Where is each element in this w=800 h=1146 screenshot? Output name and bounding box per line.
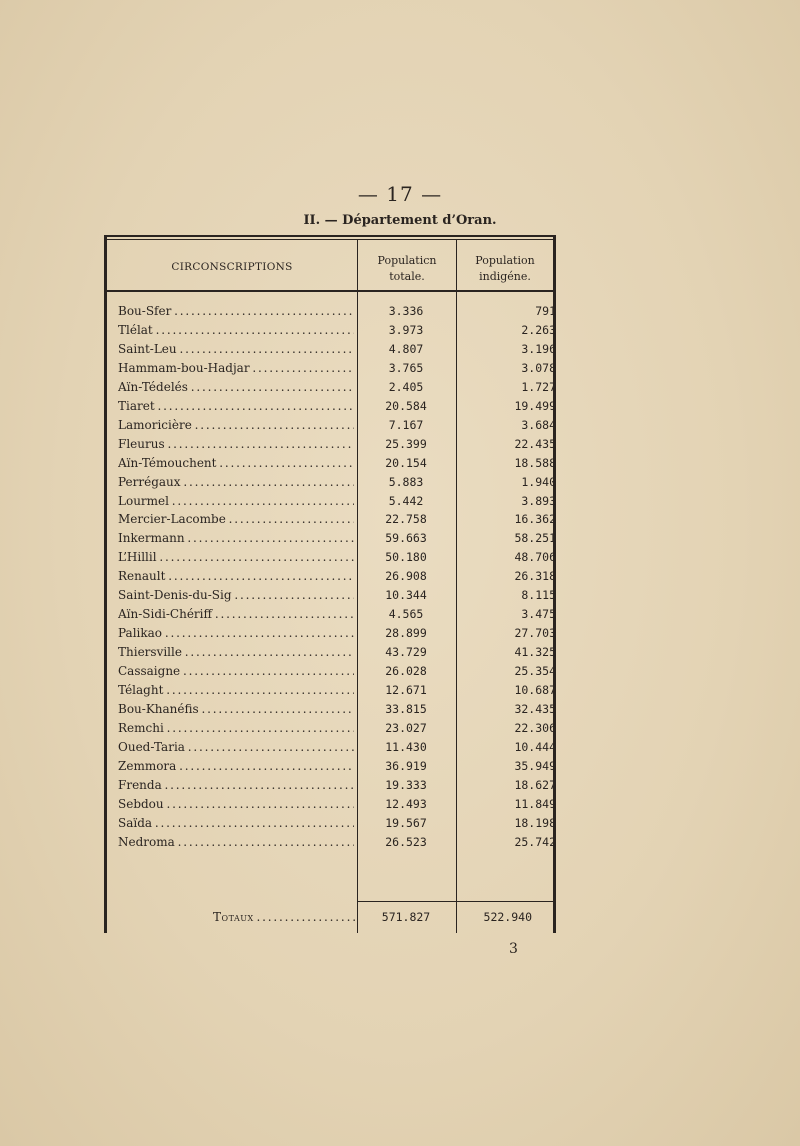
population-totale-value: 3.973 [388, 322, 424, 337]
population-indigene-value: 26.318 [514, 569, 556, 584]
population-indigene-value: 19.499 [514, 398, 556, 413]
population-totale-value: 22.758 [385, 512, 427, 527]
circonscription-name: Sebdou . . . [118, 795, 354, 814]
population-indigene-value: 10.444 [514, 739, 556, 754]
table-row [118, 700, 558, 719]
circonscription-name: Bou-Khanéfis . . . [118, 700, 354, 719]
population-totale-value: 25.399 [385, 436, 427, 451]
header-population-indigene [457, 253, 553, 285]
population-indigene-value: 18.588 [514, 455, 556, 470]
table-row [118, 302, 558, 321]
header-population-totale [358, 253, 456, 285]
population-indigene-value: 58.251 [514, 531, 556, 546]
population-indigene-value: 1.940 [521, 474, 556, 489]
table-row [118, 605, 558, 624]
circonscription-name: Aïn-Sidi-Chériff . . . [118, 605, 354, 624]
table-row [118, 681, 558, 700]
population-indigene-value: 48.706 [514, 550, 556, 565]
circonscription-name: Nedroma . . . [118, 833, 354, 852]
table-row [118, 359, 558, 378]
table-row [118, 833, 558, 852]
circonscription-name: Saint-Denis-du-Sig . . . [118, 586, 354, 605]
population-indigene-value: 18.198 [514, 815, 556, 830]
population-totale-value: 20.584 [385, 398, 427, 413]
table-row [118, 738, 558, 757]
table-row [118, 662, 558, 681]
table-left-border [104, 235, 107, 933]
header-population-indigene-line1: Population [475, 254, 535, 267]
circonscription-name: Lamoricière . . . [118, 416, 354, 435]
population-indigene-value: 3.475 [521, 607, 556, 622]
population-totale-value: 3.765 [388, 360, 424, 375]
population-indigene-value: 791 [535, 304, 556, 318]
totals-population-indigene: 522.940 [483, 910, 532, 924]
population-indigene-value: 3.078 [521, 360, 556, 375]
circonscription-name: Hammam-bou-Hadjar . . . [118, 359, 354, 378]
circonscription-name: Saïda . . . [118, 814, 354, 833]
header-population-totale-line2: totale. [389, 270, 425, 283]
circonscription-name: Aïn-Témouchent . . . [118, 454, 354, 473]
population-totale-value: 26.028 [385, 664, 427, 679]
population-totale-value: 50.180 [385, 550, 427, 565]
circonscription-name: Tlélat . . . [118, 321, 354, 340]
population-indigene-value: 35.949 [514, 758, 556, 773]
circonscription-name: Cassaigne . . . [118, 662, 354, 681]
population-indigene-value: 11.849 [514, 796, 556, 811]
population-totale-value: 10.344 [385, 588, 427, 603]
population-totale-value: 36.919 [385, 758, 427, 773]
table-row [118, 340, 558, 359]
table-row [118, 624, 558, 643]
circonscription-name: Perrégaux . . . [118, 473, 354, 492]
population-totale-value: 5.883 [388, 474, 424, 489]
table-row [118, 378, 558, 397]
table-row [118, 397, 558, 416]
population-totale-value: 12.671 [385, 683, 427, 697]
table-row [118, 416, 558, 435]
population-indigene-value: 3.893 [521, 493, 556, 508]
table-row [118, 473, 558, 492]
totals-population-totale: 571.827 [381, 910, 431, 924]
table-row [118, 757, 558, 776]
table-row [118, 454, 558, 473]
population-indigene-value: 25.354 [514, 664, 556, 679]
population-totale-value: 23.027 [385, 720, 427, 735]
circonscription-name: Télaght . . . [118, 681, 354, 700]
table-row [118, 548, 558, 567]
circonscription-name: Saint-Leu . . . [118, 340, 354, 359]
population-totale-value: 5.442 [388, 493, 424, 508]
population-indigene-value: 22.306 [514, 720, 556, 735]
population-totale-value: 11.430 [385, 739, 427, 754]
signature-mark: 3 [509, 941, 518, 957]
table-row [118, 795, 558, 814]
population-indigene-value: 22.435 [514, 436, 556, 451]
circonscription-name: Oued-Taria . . . [118, 738, 354, 757]
population-totale-value: 4.565 [388, 607, 424, 622]
header-population-indigene-line2: indigéne. [479, 270, 531, 283]
population-indigene-value: 3.196 [521, 341, 556, 356]
circonscription-name: Lourmel . . . [118, 492, 354, 511]
page-number: — 17 — [357, 182, 443, 206]
table-row [118, 321, 558, 340]
population-totale-value: 19.567 [385, 815, 427, 830]
circonscription-name: Frenda . . . [118, 776, 354, 795]
circonscription-name: Aïn-Tédelés . . . [118, 378, 354, 397]
population-indigene-value: 3.684 [521, 417, 556, 432]
totals-label-text: Totaux [213, 910, 254, 924]
circonscription-name: Remchi . . . [118, 719, 354, 738]
table-row [118, 719, 558, 738]
table-row [118, 567, 558, 586]
header-rule [107, 290, 553, 292]
population-indigene-value: 27.703 [514, 626, 556, 641]
section-title: II. — Département d’Oran. [303, 213, 497, 228]
population-totale-value: 20.154 [385, 455, 427, 470]
population-totale-value: 28.899 [385, 626, 427, 641]
population-totale-value: 7.167 [388, 417, 424, 432]
circonscription-name: L’Hillil . . . [118, 548, 354, 567]
population-totale-value: 3.336 [388, 304, 424, 318]
population-totale-value: 59.663 [385, 531, 427, 546]
table-top-border-inner [104, 239, 556, 240]
table-row [118, 814, 558, 833]
circonscription-name: Inkermann . . . [118, 529, 354, 548]
circonscription-name: Palikao . . . [118, 624, 354, 643]
circonscription-name: Fleurus . . . [118, 435, 354, 454]
population-indigene-value: 16.362 [514, 512, 556, 527]
table-top-border [104, 235, 556, 237]
population-totale-value: 26.523 [385, 834, 427, 849]
circonscription-name: Zemmora . . . [118, 757, 354, 776]
population-totale-value: 4.807 [388, 341, 424, 356]
population-totale-value: 12.493 [385, 796, 427, 811]
table-row [118, 492, 558, 511]
population-totale-value: 19.333 [385, 777, 427, 792]
population-totale-value: 33.815 [385, 701, 427, 716]
circonscription-name: Renault . . . [118, 567, 354, 586]
totals-label [213, 910, 359, 924]
table-row [118, 776, 558, 795]
circonscription-name: Bou-Sfer . . . [118, 302, 354, 321]
table-row [118, 435, 558, 454]
circonscription-name: Mercier-Lacombe . . . [118, 510, 354, 529]
table-row [118, 586, 558, 605]
population-totale-value: 43.729 [385, 645, 427, 660]
population-indigene-value: 10.687 [514, 683, 556, 697]
population-indigene-value: 8.115 [521, 588, 556, 603]
circonscription-name: Tiaret . . . [118, 397, 354, 416]
header-population-totale-line1: Populaticn [377, 254, 437, 267]
population-indigene-value: 32.435 [514, 701, 556, 716]
population-indigene-value: 41.325 [514, 645, 556, 660]
table-row [118, 510, 558, 529]
totals-rule [357, 901, 553, 902]
population-totale-value: 26.908 [385, 569, 427, 584]
circonscription-name: Thiersville . . . [118, 643, 354, 662]
population-indigene-value: 2.263 [521, 322, 556, 337]
population-indigene-value: 1.727 [521, 379, 556, 394]
table-row [118, 529, 558, 548]
population-totale-value: 2.405 [388, 379, 424, 394]
population-indigene-value: 18.627 [514, 777, 556, 792]
population-indigene-value: 25.742 [514, 834, 556, 849]
table-row [118, 643, 558, 662]
header-circonscriptions: CIRCONSCRIPTIONS [171, 261, 293, 273]
